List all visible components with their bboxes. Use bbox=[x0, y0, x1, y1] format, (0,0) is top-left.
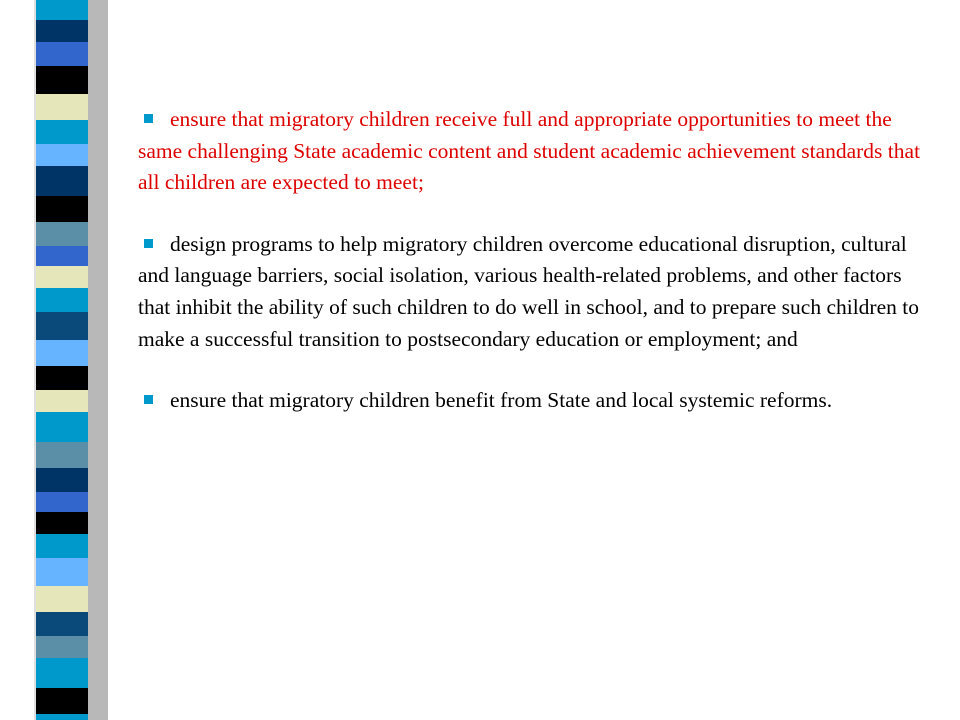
stripe-segment bbox=[36, 366, 88, 390]
stripe-segment bbox=[36, 688, 88, 714]
stripe-segment bbox=[36, 42, 88, 66]
stripe-segment bbox=[36, 246, 88, 266]
stripe-segment bbox=[36, 340, 88, 366]
stripe-segment bbox=[36, 512, 88, 534]
stripe-segment bbox=[36, 412, 88, 442]
stripe-segment bbox=[36, 222, 88, 246]
stripe-segment bbox=[36, 586, 88, 612]
bullet-text: ensure that migratory children benefit from State and local systemic reforms. bbox=[170, 388, 833, 413]
bullet-item-1 bbox=[138, 104, 928, 199]
decorative-stripe-border bbox=[0, 0, 110, 720]
stripe-segment bbox=[36, 120, 88, 144]
stripe-segment bbox=[36, 166, 88, 196]
square-bullet-icon bbox=[144, 395, 153, 404]
stripe-segment bbox=[36, 390, 88, 412]
square-bullet-icon bbox=[144, 114, 153, 123]
stripe-segment bbox=[36, 196, 88, 222]
stripe-segment bbox=[36, 636, 88, 658]
bullet-item-3 bbox=[138, 385, 928, 417]
stripe-segment bbox=[36, 492, 88, 512]
stripe-segment bbox=[36, 288, 88, 312]
stripe-segment bbox=[36, 658, 88, 688]
bullet-list bbox=[138, 104, 928, 447]
stripe-segment bbox=[36, 20, 88, 42]
bullet-text: ensure that migratory children receive full and appropriate opportunities to meet the same challenging State academic content and student academic achievement standards that all children are expected to meet; bbox=[138, 107, 921, 195]
stripe-segment bbox=[36, 714, 88, 720]
stripe-segment bbox=[36, 312, 88, 340]
stripe-segment bbox=[36, 558, 88, 586]
stripe-segment bbox=[36, 94, 88, 120]
bullet-text: design programs to help migratory children overcome educational disruption, cultural and language barriers, social isolation, various health-related problems, and other factors that inhibit the ability of such children to do well in school, and to prepare such children to make a successful transition to postsecondary education or employment; and bbox=[138, 231, 919, 351]
stripe-segment bbox=[36, 66, 88, 94]
bullet-item-2 bbox=[138, 229, 928, 355]
stripe-segment bbox=[36, 534, 88, 558]
stripe-segment bbox=[36, 442, 88, 468]
stripe-segment bbox=[36, 266, 88, 288]
square-bullet-icon bbox=[144, 239, 153, 248]
stripe-segment bbox=[36, 612, 88, 636]
stripe-segment bbox=[36, 0, 88, 20]
stripe-segment bbox=[36, 468, 88, 492]
stripe-segment bbox=[36, 144, 88, 166]
